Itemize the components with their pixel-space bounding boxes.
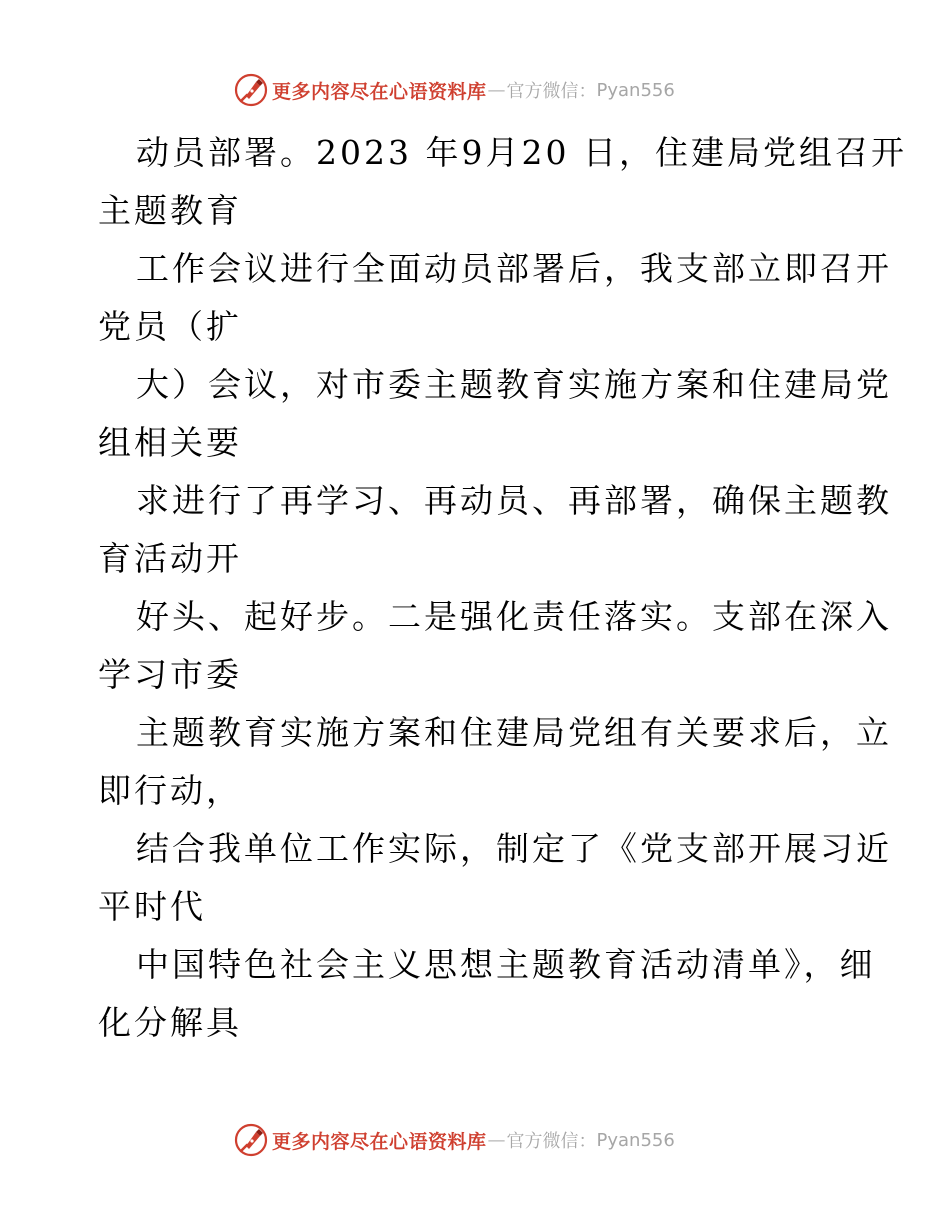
body-line: 工作会议进行全面动员部署后，我支部立即召开 [136,249,892,288]
header-contact-label: 官方微信： [506,81,597,102]
body-line: 学习市委 [98,655,242,694]
body-line: 平时代 [98,887,206,926]
body-line: 主题教育 [98,191,242,230]
header-contact-handle: Pyan556 [596,79,675,101]
pen-logo-icon [234,1123,268,1157]
body-line: 动员部署。2023 年9月20 日，住建局党组召开 [136,133,907,172]
body-line: 中国特色社会主义思想主题教育活动清单》，细 [136,945,876,984]
footer-banner [234,1122,714,1158]
body-line: 好头、起好步。二是强化责任落实。支部在深入 [136,597,892,636]
body-line: 结合我单位工作实际，制定了《党支部开展习近 [136,829,892,868]
header-banner [234,72,714,108]
body-line: 育活动开 [98,539,242,578]
body-line: 即行动， [98,771,242,810]
body-line: 组相关要 [98,423,242,462]
body-line: 求进行了再学习、再动员、再部署，确保主题教 [136,481,892,520]
header-label: 更多内容尽在心语资料库 [272,80,487,103]
body-line: 化分解具 [98,1003,242,1042]
body-line: 党员（扩 [98,307,242,346]
footer-contact-handle: Pyan556 [596,1129,675,1151]
footer-label: 更多内容尽在心语资料库 [272,1130,487,1153]
pen-logo-icon [234,73,268,107]
footer-dash: — [487,1129,506,1151]
body-line: 主题教育实施方案和住建局党组有关要求后，立 [136,713,892,752]
document-body [98,124,907,1052]
body-line: 大）会议，对市委主题教育实施方案和住建局党 [136,365,892,404]
header-dash: — [487,79,506,101]
footer-contact-label: 官方微信： [506,1131,597,1152]
